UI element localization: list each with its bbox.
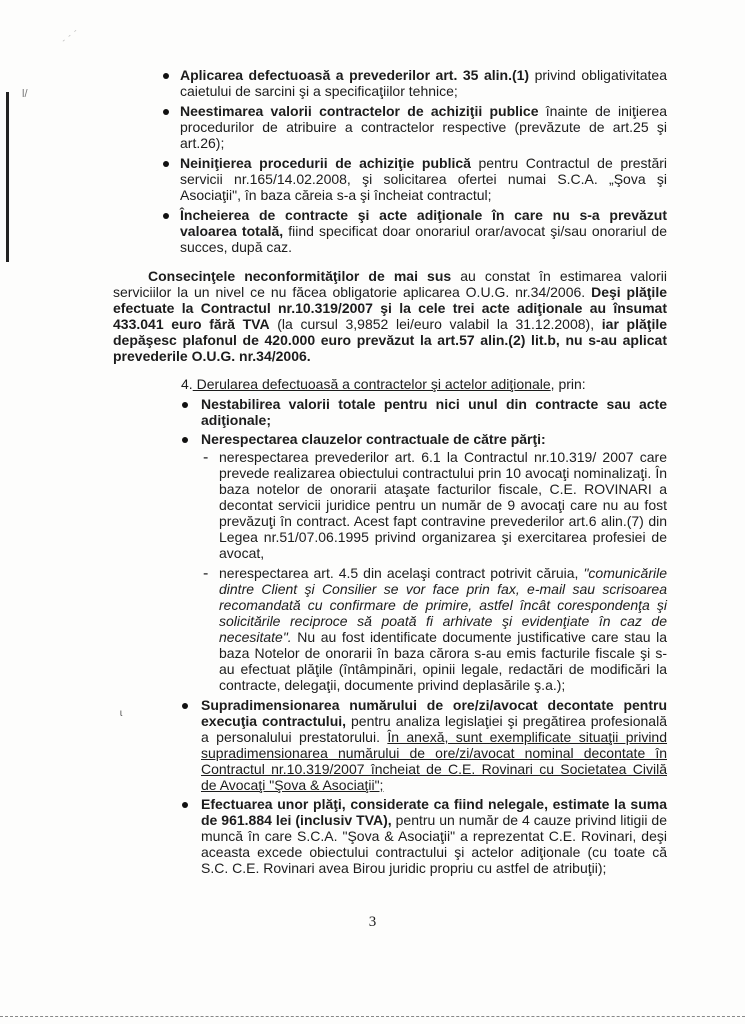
sub-list-item: - nerespectarea prevederilor art. 6.1 la Contractul nr.10.319/ 2007 care prevede realizarea obiectului contractului prin 10 avocaţi nominalizaţi. În baza notelor de onorarii ataşate facturilor fiscale, C.E. ROVINARI a decontat servicii juridice pentru un număr de 9 avocaţi care nu au fost prevăzuţi în contract. Acest fapt contravine prevederilor art.6 alin.(7) din Legea nr.51/07.06.1995 privind organizarea şi exercitarea profesiei de avocat,: [203, 449, 667, 561]
bullet-icon: [163, 161, 169, 167]
bullet-icon: [163, 109, 169, 115]
bullet-icon: [182, 802, 188, 808]
bullet-icon: [182, 437, 188, 443]
list-item: Nestabilirea valorii totale pentru nici unul din contracte sau acte adiţionale;: [201, 396, 667, 428]
consequences-paragraph: Consecinţele neconformităţilor de mai sus au constat în estimarea valorii serviciilor la un nivel ce nu făcea obligatorie aplicarea O.U.G. nr.34/2006. Deşi plăţile efectuate la Contractul nr.10.319/2007 şi la cele trei acte adiţionale au însumat 433.041 euro fără TVA (la cursul 3,9852 lei/euro valabil la 31.12.2008), iar plăţile depăşesc plafonul de 420.000 euro prevăzut la art.57 alin.(2) lit.b, nu s-au aplicat prevederile O.U.G. nr.34/2006.: [113, 268, 668, 364]
list-item: Neestimarea valorii contractelor de achiziţii publice înainte de iniţierea procedurilor de atribuire a contractelor respective (prevăzute de art.25 şi art.26);: [180, 103, 667, 151]
bullet-icon: [163, 73, 169, 79]
dash-icon: -: [203, 565, 209, 582]
scan-edge-mark: [6, 92, 9, 262]
section-4-list: [201, 396, 667, 879]
sub-list-item: - nerespectarea art. 4.5 din acelaşi contract potrivit căruia, "comunicările dintre Client şi Consilier se vor face prin fax, e-mail sau scrisoarea recomandată cu confirmare de primire, astfel încât corespondenţa şi solicitările reciproce să poată fi arhivate şi evidenţiate în caz de necesitate". Nu au fost identificate documente justificative care stau la baza Notelor de onorarii în baza cărora s-au emis facturile fiscale şi s-au efectuat plăţile (întâmpinări, opinii legale, redactări de modificări la contracte, delegaţii, documente privind deplasările ş.a.);: [203, 565, 667, 693]
list-item: Nerespectarea clauzelor contractuale de către părţi: - nerespectarea prevederilor art. 6.1 la Contractul nr.10.319/ 2007 care prevede realizarea obiectului contractului prin 10 avocaţi nominalizaţi. În baza notelor de onorarii ataşate facturilor fiscale, C.E. ROVINARI a decontat servicii juridice pentru un număr de 9 avocaţi care nu au fost prevăzuţi în contract. Acest fapt contravine prevederilor art.6 alin.(7) din Legea nr.51/07.06.1995 privind organizarea şi exercitarea profesiei de avocat, - nerespectarea art. 4.5 din acelaşi contract potrivit căruia, "comunicările dintre Client şi Consilier se vor face prin fax, e-mail sau scrisoarea recomandată cu confirmare de primire, astfel încât corespondenţa şi solicitările reciproce să poată fi arhivate şi evidenţiate în caz de necesitate". Nu au fost identificate documente justificative care stau la baza Notelor de onorarii în baza cărora s-au emis facturile fiscale şi s-au efectuat plăţile (întâmpinări, opinii legale, redactări de modificări la contracte, delegaţii, documente privind deplasările ş.a.);: [201, 431, 667, 693]
bullet-icon: [163, 213, 169, 219]
bullet-icon: [182, 703, 188, 709]
scan-smudge: - - -: [59, 25, 80, 45]
page-number: 3: [368, 914, 377, 930]
margin-scribble: l/: [22, 88, 28, 100]
list-item: Supradimensionarea numărului de ore/zi/avocat decontate pentru execuţia contractului, pentru analiza legislaţiei şi pregătirea profesională a personalului prestatorului. În anexă, sunt exemplificate situaţii privind supradimensionarea numărului de ore/zi/avocat nominal decontate în Contractul nr.10.319/2007 încheiat de C.E. Rovinari cu Societatea Civilă de Avocaţi "Şova & Asociaţii";: [201, 697, 667, 793]
list-item: Efectuarea unor plăţi, considerate ca fiind nelegale, estimate la suma de 961.884 lei (inclusiv TVA), pentru un număr de 4 cauze privind litigii de muncă în care S.C.A. "Şova & Asociaţii" a reprezentat C.E. Rovinari, deşi aceasta excede obiectului contractului şi actelor adiţionale (cu toate că S.C. C.E. Rovinari avea Birou juridic propriu cu astfel de atribuţii);: [201, 796, 667, 876]
margin-tick: ɩ: [120, 708, 123, 719]
list-item: Aplicarea defectuoasă a prevederilor art. 35 alin.(1) privind obligativitatea caietului de sarcini şi a specificaţiilor tehnice;: [180, 67, 667, 99]
list-item: Încheierea de contracte şi acte adiţionale în care nu s-a prevăzut valoarea totală, fiind specificat doar onorariul orar/avocat şi/sau onorariul de succes, după caz.: [180, 207, 667, 255]
dash-icon: -: [203, 449, 209, 466]
findings-list: [180, 67, 667, 259]
sub-list: [203, 449, 667, 693]
section-4-heading: 4. Derularea defectuoasă a contractelor şi actelor adiţionale, prin:: [181, 376, 586, 392]
bullet-icon: [182, 402, 188, 408]
scan-bottom-edge: [0, 1016, 745, 1018]
list-item: Neiniţierea procedurii de achiziţie publică pentru Contractul de prestări servicii nr.165/14.02.2008, şi solicitarea ofertei numai S.C.A. „Şova şi Asociaţii", în baza căreia s-a şi încheiat contractul;: [180, 155, 667, 203]
